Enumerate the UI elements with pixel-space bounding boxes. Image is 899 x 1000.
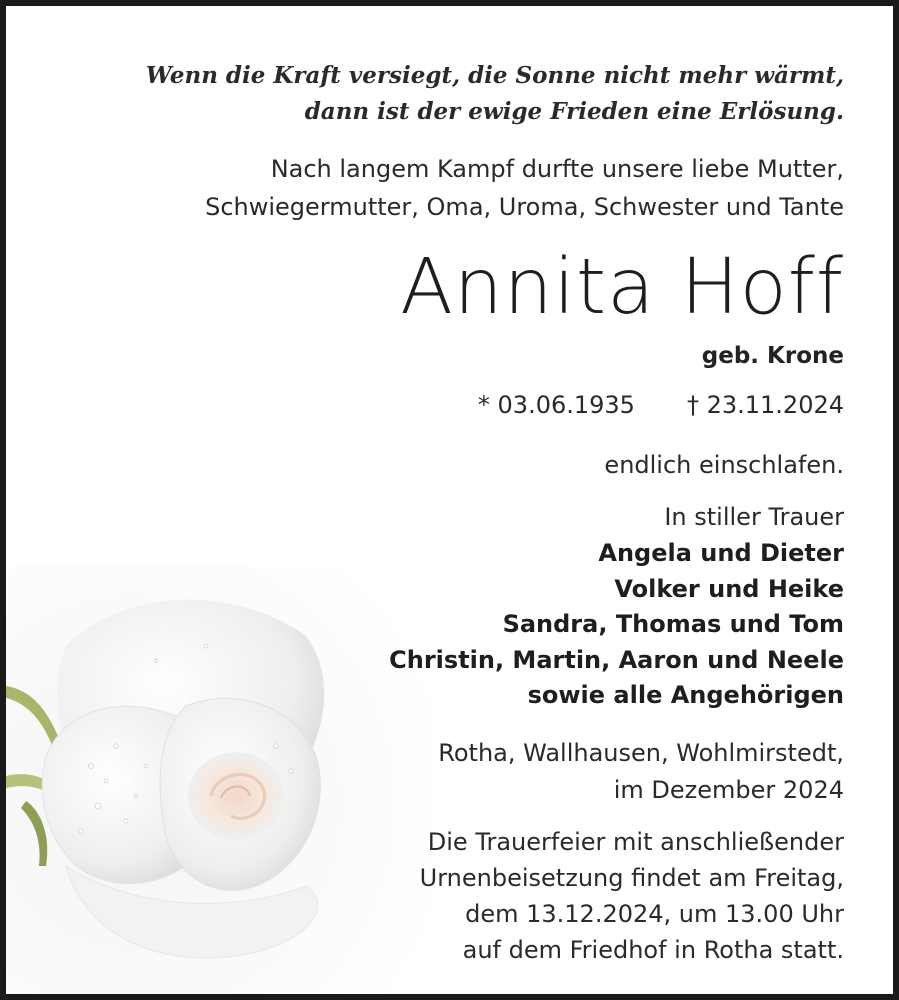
white-rose-image xyxy=(6,566,436,1000)
closing-text: endlich einschlafen. xyxy=(604,451,844,479)
place-date xyxy=(438,735,844,809)
motto-line: Wenn die Kraft versiegt, die Sonne nicht mehr wärmt, xyxy=(145,62,844,89)
maiden-name: geb. Krone xyxy=(701,343,844,369)
deceased-name: Annita Hoff xyxy=(400,243,844,332)
mourner-name: Angela und Dieter xyxy=(598,539,844,567)
service-line: dem 13.12.2024, um 13.00 Uhr xyxy=(465,900,844,928)
motto-verse xyxy=(146,58,844,130)
intro-line: Nach langem Kampf durfte unsere liebe Mutter, xyxy=(270,155,844,183)
birth-date: * 03.06.1935 xyxy=(477,391,635,419)
motto-line: dann ist der ewige Frieden eine Erlösung. xyxy=(304,98,844,125)
mourner-name: Volker und Heike xyxy=(614,574,844,603)
date-line: im Dezember 2024 xyxy=(613,776,844,804)
mourner-name: Sandra, Thomas und Tom xyxy=(502,610,844,638)
service-line: auf dem Friedhof in Rotha statt. xyxy=(462,936,844,964)
death-date: † 23.11.2024 xyxy=(686,391,844,419)
place-line: Rotha, Wallhausen, Wohlmirstedt, xyxy=(438,739,844,767)
mourners-list xyxy=(389,536,844,714)
service-line: Die Trauerfeier mit anschließender xyxy=(427,828,844,856)
life-dates xyxy=(478,387,844,423)
mourning-heading: In stiller Trauer xyxy=(664,503,844,531)
intro-text xyxy=(205,150,844,226)
mourner-name: sowie alle Angehörigen xyxy=(527,681,844,709)
mourner-name: Christin, Martin, Aaron und Neele xyxy=(389,645,844,674)
funeral-service-info xyxy=(420,824,844,968)
intro-line: Schwiegermutter, Oma, Uroma, Schwester und Tante xyxy=(205,193,844,221)
service-line: Urnenbeisetzung findet am Freitag, xyxy=(419,864,844,892)
